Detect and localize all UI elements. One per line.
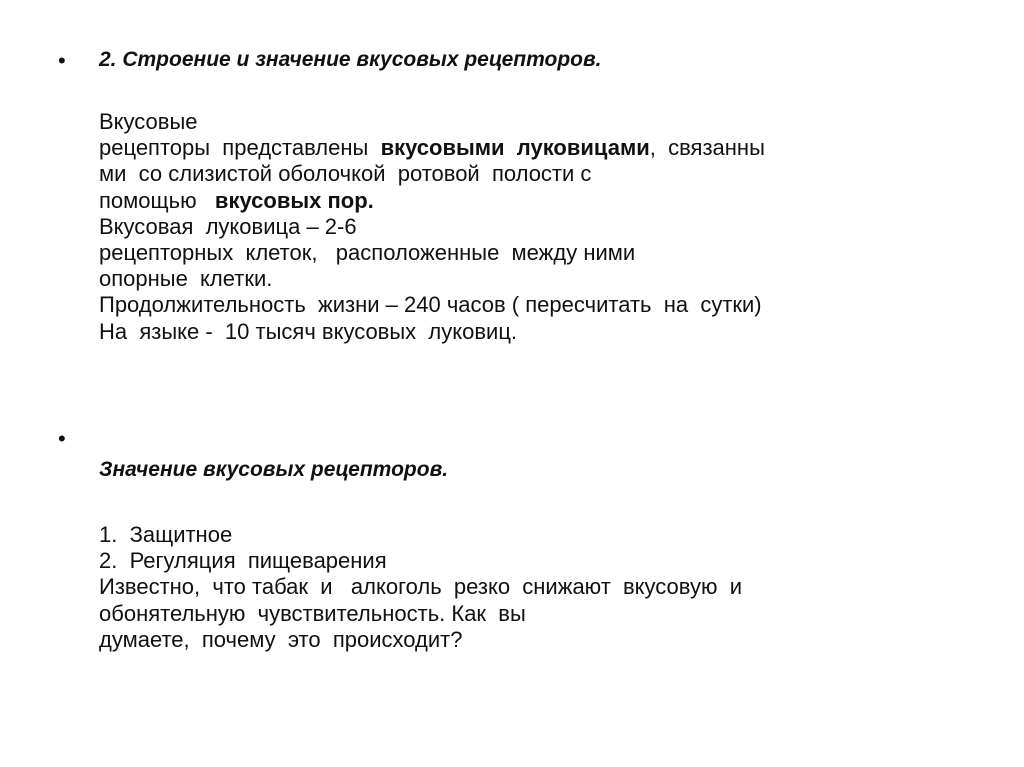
section-2-heading-block [99, 456, 999, 484]
body-line: рецепторных клеток, расположенные между ними [99, 240, 636, 266]
body-line [99, 135, 999, 161]
body-line: Известно, что табак и алкоголь резко снижают вкусовую и [99, 574, 743, 600]
list-item: 1. Защитное [99, 522, 233, 547]
body-line: думаете, почему это происходит? [99, 626, 463, 652]
section-2-body [99, 522, 999, 653]
body-text: , связанны [649, 135, 765, 161]
body-line: обонятельную чувствительность. Как вы [99, 600, 526, 626]
bold-term: вкусовых пор. [214, 187, 374, 213]
body-line: опорные клетки. [99, 266, 273, 292]
body-line: Вкусовая луковица – 2-6 [99, 213, 357, 239]
body-line: Продолжительность жизни – 240 часов ( пересчитать на сутки) [99, 292, 762, 318]
body-line: На языке - 10 тысяч вкусовых луковиц. [99, 318, 518, 344]
bullet-section-2: • [58, 426, 66, 451]
body-text: рецепторы представлены [99, 135, 381, 161]
bold-term: вкусовыми луковицами [380, 135, 650, 161]
body-line: Вкусовые [99, 109, 198, 134]
section-2-heading: Значение вкусовых рецепторов. [99, 458, 449, 481]
body-line: ми со слизистой оболочкой ротовой полости с [99, 161, 592, 187]
section-1-body [99, 109, 999, 345]
section-1-heading-block [99, 46, 999, 74]
list-item: 2. Регуляция пищеварения [99, 548, 387, 574]
body-line [99, 188, 999, 214]
section-1-heading: 2. Строение и значение вкусовых рецепторов. [99, 48, 602, 71]
body-text: помощью [99, 187, 215, 213]
bullet-section-1: • [58, 48, 66, 73]
